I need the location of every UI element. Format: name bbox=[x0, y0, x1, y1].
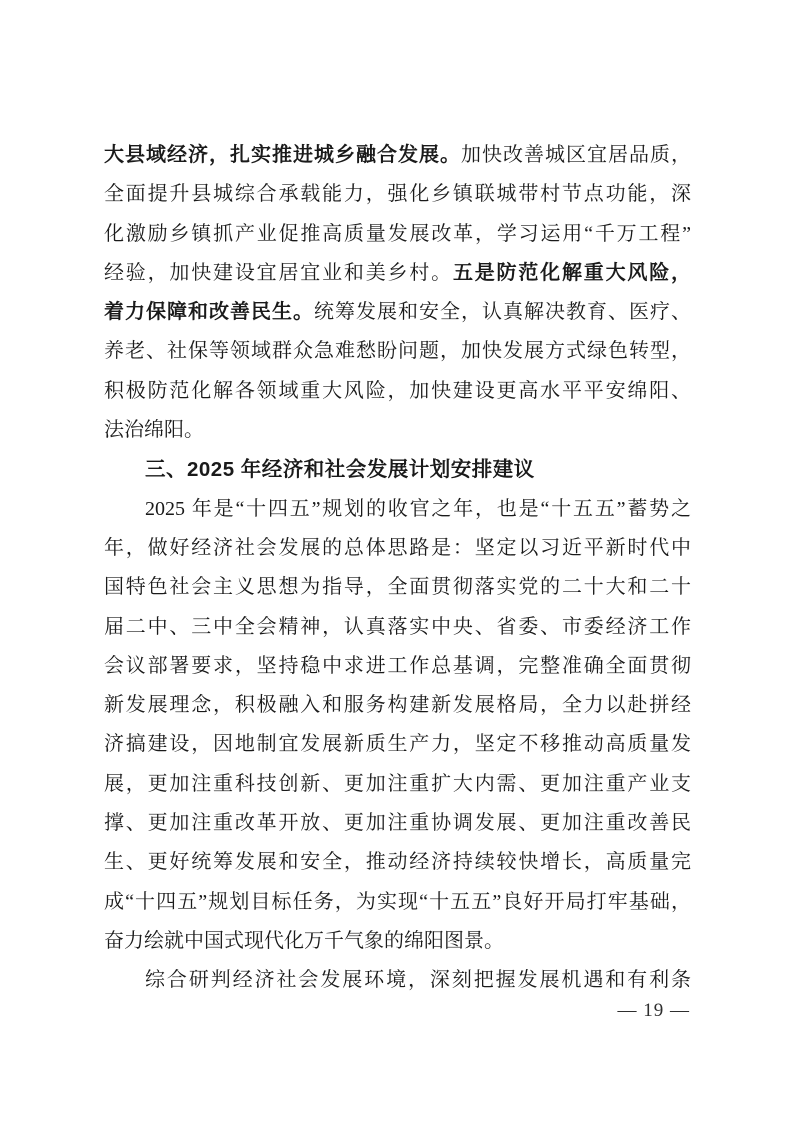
text-line bbox=[104, 608, 691, 647]
text-line bbox=[104, 490, 691, 529]
text-segment: 养老、社保等领域群众急难愁盼问题，加快发展方式绿色转型， bbox=[104, 340, 691, 363]
paragraph-environment-assessment bbox=[104, 961, 691, 1000]
text-line bbox=[104, 568, 691, 607]
paragraph-overall-approach bbox=[104, 490, 691, 962]
text-segment: 奋力绘就中国式现代化万千气象的绵阳图景。 bbox=[104, 929, 504, 952]
text-line bbox=[104, 961, 691, 1000]
paragraph-urban-rural-and-risk bbox=[104, 136, 691, 450]
text-segment: 法治绵阳。 bbox=[104, 419, 204, 442]
bold-text-segment: 三、2025 年经济和社会发展计划安排建议 bbox=[145, 458, 535, 482]
page-footer bbox=[618, 999, 691, 1023]
text-line bbox=[104, 804, 691, 843]
text-segment: 撑、更加注重改革开放、更加注重协调发展、更加注重改善民 bbox=[104, 812, 691, 835]
text-line bbox=[104, 450, 691, 489]
text-line bbox=[104, 765, 691, 804]
text-segment: 2025 年是“十四五”规划的收官之年，也是“十五五”蓄势之 bbox=[145, 497, 691, 520]
text-line bbox=[104, 411, 691, 450]
text-segment: 积极防范化解各领域重大风险，加快建设更高水平平安绵阳、 bbox=[104, 379, 691, 402]
text-segment: 济搞建设，因地制宜发展新质生产力，坚定不移推动高质量发 bbox=[104, 733, 691, 756]
text-segment: 年，做好经济社会发展的总体思路是：坚定以习近平新时代中 bbox=[104, 536, 691, 559]
text-segment: 展，更加注重科技创新、更加注重扩大内需、更加注重产业支 bbox=[104, 772, 691, 795]
text-segment: 新发展理念，积极融入和服务构建新发展格局，全力以赴拼经 bbox=[104, 694, 691, 717]
text-line bbox=[104, 843, 691, 882]
text-line bbox=[104, 215, 691, 254]
bold-text-segment: 五是防范化解重大风险， bbox=[452, 261, 691, 284]
text-segment: 国特色社会主义思想为指导，全面贯彻落实党的二十大和二十 bbox=[104, 576, 691, 599]
text-line bbox=[104, 332, 691, 371]
bold-text-segment: 着力保障和改善民生。 bbox=[104, 301, 314, 324]
text-line bbox=[104, 372, 691, 411]
text-segment: 加快改善城区宜居品质， bbox=[461, 144, 691, 166]
text-segment: 成“十四五”规划目标任务，为实现“十五五”良好开局打牢基础， bbox=[104, 890, 691, 913]
text-line bbox=[104, 883, 691, 922]
bold-text-segment: 大县域经济，扎实推进城乡融合发展。 bbox=[104, 144, 461, 166]
text-line bbox=[104, 293, 691, 332]
text-line bbox=[104, 686, 691, 725]
text-line bbox=[104, 647, 691, 686]
text-segment: 统筹发展和安全，认真解决教育、医疗、 bbox=[314, 301, 691, 324]
text-segment: 全面提升县城综合承载能力，强化乡镇联城带村节点功能，深 bbox=[104, 183, 691, 206]
section-heading-2025-plan bbox=[104, 450, 691, 489]
text-segment: 届二中、三中全会精神，认真落实中央、省委、市委经济工作 bbox=[104, 615, 691, 638]
text-segment: 会议部署要求，坚持稳中求进工作总基调，完整准确全面贯彻 bbox=[104, 654, 691, 677]
text-line bbox=[104, 529, 691, 568]
text-segment: 化激励乡镇抓产业促推高质量发展改革，学习运用“千万工程” bbox=[104, 222, 691, 245]
text-line bbox=[104, 175, 691, 214]
document-body bbox=[104, 136, 691, 1001]
text-line bbox=[104, 922, 691, 961]
text-segment: 综合研判经济社会发展环境，深刻把握发展机遇和有利条 bbox=[145, 969, 691, 992]
text-segment: 经验，加快建设宜居宜业和美乡村。 bbox=[104, 261, 453, 284]
page-number-label: — 19 — bbox=[617, 1000, 690, 1021]
text-line bbox=[104, 254, 691, 293]
text-line bbox=[104, 725, 691, 764]
text-line bbox=[104, 136, 691, 175]
text-segment: 生、更好统筹发展和安全，推动经济持续较快增长，高质量完 bbox=[104, 851, 691, 874]
